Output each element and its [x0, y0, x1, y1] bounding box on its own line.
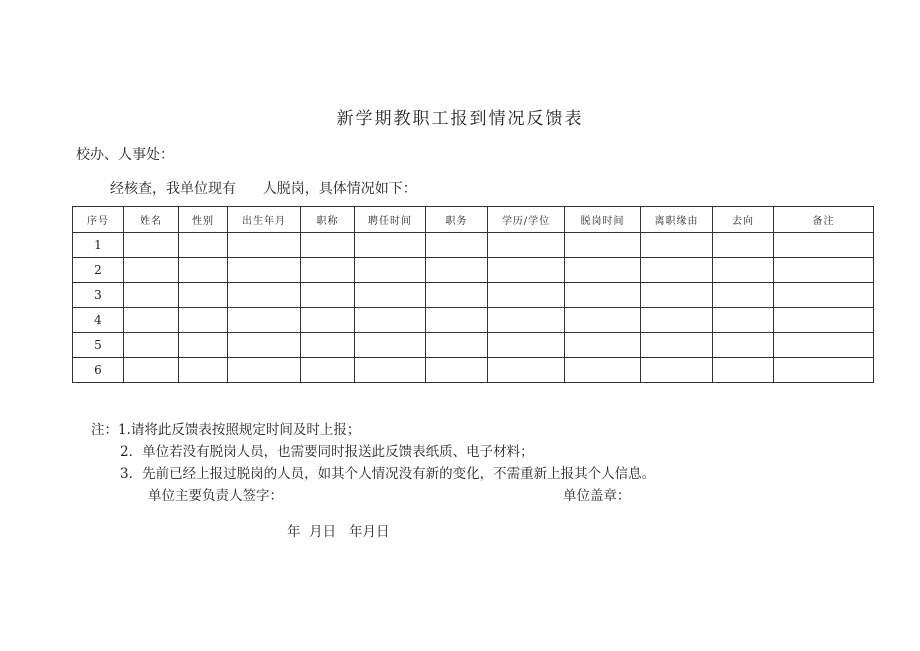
table-row	[73, 258, 874, 283]
cell-birth[interactable]	[228, 358, 301, 383]
cell-reason[interactable]	[641, 233, 713, 258]
cell-gender[interactable]	[179, 283, 228, 308]
cell-appointment[interactable]	[355, 333, 426, 358]
cell-destination[interactable]	[713, 258, 774, 283]
table-row	[73, 308, 874, 333]
table-row	[73, 283, 874, 308]
col-header-birth: 出生年月	[228, 207, 301, 233]
cell-position[interactable]	[426, 333, 488, 358]
intro-text: 经核查，我单位现有 人脱岗，具体情况如下：	[110, 181, 417, 197]
row-number: 2	[73, 258, 124, 283]
row-number: 6	[73, 358, 124, 383]
col-header-remarks: 备注	[774, 207, 874, 233]
cell-position[interactable]	[426, 308, 488, 333]
cell-appointment[interactable]	[355, 358, 426, 383]
cell-name[interactable]	[124, 233, 179, 258]
col-header-title: 职称	[301, 207, 355, 233]
note-1: 注：1.请将此反馈表按照规定时间及时上报；	[91, 422, 361, 438]
cell-name[interactable]	[124, 258, 179, 283]
table-header-row	[73, 207, 874, 233]
cell-destination[interactable]	[713, 333, 774, 358]
cell-absence-time[interactable]	[565, 283, 641, 308]
cell-absence-time[interactable]	[565, 258, 641, 283]
seal-label: 单位盖章：	[563, 488, 631, 504]
cell-absence-time[interactable]	[565, 358, 641, 383]
cell-birth[interactable]	[228, 308, 301, 333]
row-number: 1	[73, 233, 124, 258]
cell-gender[interactable]	[179, 308, 228, 333]
table-row	[73, 358, 874, 383]
cell-birth[interactable]	[228, 283, 301, 308]
leader-signature-label: 单位主要负责人签字：	[148, 488, 283, 504]
cell-name[interactable]	[124, 333, 179, 358]
cell-gender[interactable]	[179, 358, 228, 383]
cell-name[interactable]	[124, 308, 179, 333]
cell-name[interactable]	[124, 283, 179, 308]
cell-position[interactable]	[426, 233, 488, 258]
col-header-index: 序号	[73, 207, 124, 233]
cell-destination[interactable]	[713, 283, 774, 308]
cell-title[interactable]	[301, 233, 355, 258]
cell-title[interactable]	[301, 358, 355, 383]
note-3: 3．先前已经上报过脱岗的人员，如其个人情况没有新的变化，不需重新上报其个人信息。	[120, 466, 656, 482]
cell-position[interactable]	[426, 283, 488, 308]
cell-absence-time[interactable]	[565, 308, 641, 333]
report-table	[72, 206, 874, 383]
addressee: 校办、人事处：	[76, 147, 174, 163]
col-header-appointment: 聘任时间	[355, 207, 426, 233]
row-number: 4	[73, 308, 124, 333]
cell-remarks[interactable]	[774, 333, 874, 358]
form-title: 新学期教职工报到情况反馈表	[336, 109, 584, 129]
cell-title[interactable]	[301, 258, 355, 283]
col-header-absence-time: 脱岗时间	[565, 207, 641, 233]
cell-reason[interactable]	[641, 333, 713, 358]
cell-position[interactable]	[426, 358, 488, 383]
cell-appointment[interactable]	[355, 308, 426, 333]
cell-education[interactable]	[488, 283, 565, 308]
cell-birth[interactable]	[228, 233, 301, 258]
table-row	[73, 233, 874, 258]
col-header-reason: 离职缘由	[641, 207, 713, 233]
cell-education[interactable]	[488, 258, 565, 283]
cell-reason[interactable]	[641, 258, 713, 283]
cell-destination[interactable]	[713, 358, 774, 383]
col-header-education: 学历/学位	[488, 207, 565, 233]
cell-appointment[interactable]	[355, 283, 426, 308]
cell-gender[interactable]	[179, 333, 228, 358]
col-header-name: 姓名	[124, 207, 179, 233]
cell-education[interactable]	[488, 358, 565, 383]
cell-education[interactable]	[488, 333, 565, 358]
date-line: 年 月日 年月日	[287, 524, 390, 540]
cell-absence-time[interactable]	[565, 333, 641, 358]
cell-appointment[interactable]	[355, 233, 426, 258]
cell-education[interactable]	[488, 233, 565, 258]
cell-birth[interactable]	[228, 258, 301, 283]
cell-remarks[interactable]	[774, 283, 874, 308]
cell-title[interactable]	[301, 283, 355, 308]
note-2: 2．单位若没有脱岗人员，也需要同时报送此反馈表纸质、电子材料；	[120, 444, 534, 460]
col-header-position: 职务	[426, 207, 488, 233]
cell-name[interactable]	[124, 358, 179, 383]
cell-appointment[interactable]	[355, 258, 426, 283]
cell-remarks[interactable]	[774, 358, 874, 383]
cell-birth[interactable]	[228, 333, 301, 358]
cell-education[interactable]	[488, 308, 565, 333]
cell-gender[interactable]	[179, 258, 228, 283]
col-header-gender: 性别	[179, 207, 228, 233]
cell-reason[interactable]	[641, 358, 713, 383]
cell-absence-time[interactable]	[565, 233, 641, 258]
cell-reason[interactable]	[641, 283, 713, 308]
row-number: 3	[73, 283, 124, 308]
cell-remarks[interactable]	[774, 233, 874, 258]
cell-remarks[interactable]	[774, 258, 874, 283]
cell-title[interactable]	[301, 308, 355, 333]
cell-title[interactable]	[301, 333, 355, 358]
cell-remarks[interactable]	[774, 308, 874, 333]
cell-destination[interactable]	[713, 233, 774, 258]
row-number: 5	[73, 333, 124, 358]
cell-destination[interactable]	[713, 308, 774, 333]
cell-reason[interactable]	[641, 308, 713, 333]
table-row	[73, 333, 874, 358]
cell-position[interactable]	[426, 258, 488, 283]
col-header-destination: 去向	[713, 207, 774, 233]
cell-gender[interactable]	[179, 233, 228, 258]
